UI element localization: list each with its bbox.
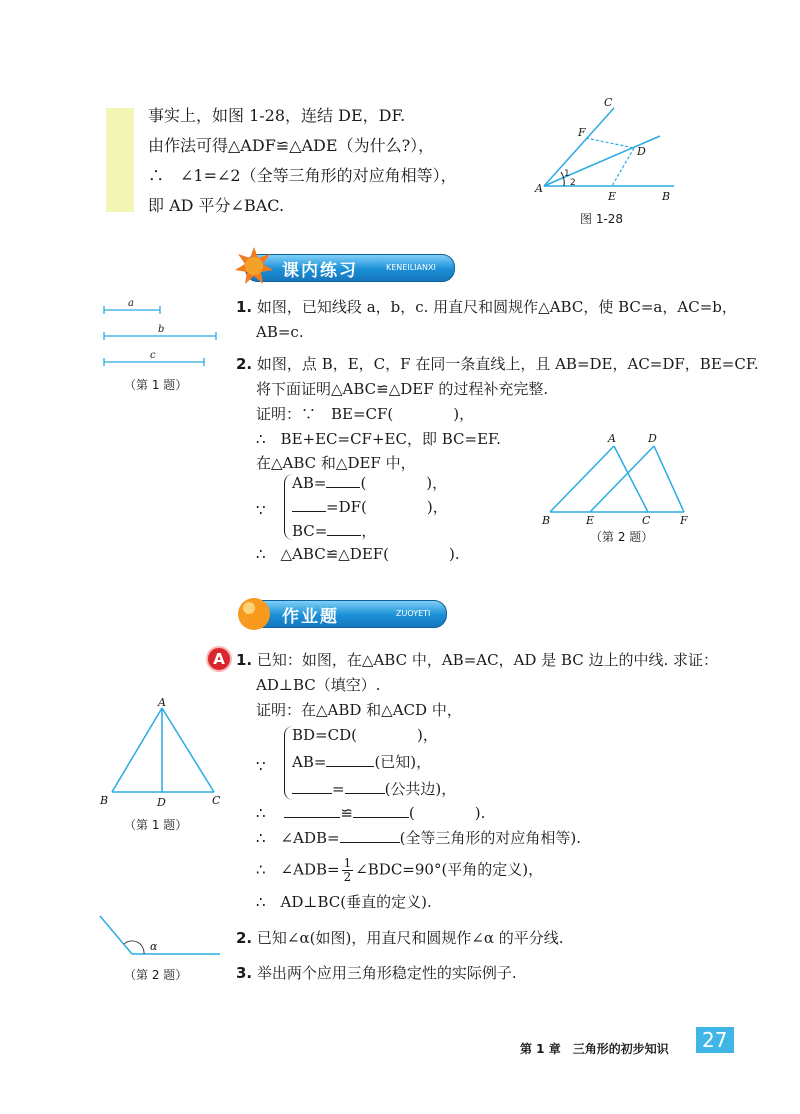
blank[interactable] [353, 803, 409, 818]
homework-q3-number: 3. [236, 964, 253, 982]
blank[interactable] [340, 828, 400, 843]
label-c: C [212, 794, 221, 807]
homework-q1-step-1-reason: ( ). [408, 804, 486, 822]
label-a: A [535, 182, 543, 195]
blank[interactable] [292, 779, 332, 794]
figure-1-28-caption: 图 1-28 [580, 212, 624, 226]
seg-fd [586, 138, 634, 148]
practice-figure-1-caption: （第 1 题） [124, 378, 188, 392]
intro-line-1: 事实上，如图 1-28，连结 DE，DF. [148, 106, 406, 125]
practice-q2-sys-2 [292, 496, 448, 518]
homework-q1-step-2-reason: (全等三角形的对应角相等). [399, 829, 582, 847]
side-ac [162, 708, 214, 792]
practice-title: 课内练习 [282, 261, 358, 281]
practice-banner [245, 254, 455, 282]
homework-q1-sys-2 [292, 751, 431, 773]
practice-q2-proof-3: 在△ABC 和△DEF 中， [256, 454, 416, 472]
homework-subtitle: ZUOYETI [396, 609, 431, 618]
homework-q1-step-3 [256, 857, 543, 884]
figure-1-28 [528, 94, 688, 206]
homework-figure-2 [98, 908, 224, 962]
practice-q2-sys-3-lhs: BC= [292, 522, 328, 540]
fraction-denominator: 2 [343, 870, 352, 884]
label-d: D [157, 796, 166, 809]
practice-q1-number: 1. [236, 298, 253, 316]
segment-a-label: a [128, 298, 134, 309]
practice-q2-sys-2-rhs: =DF( )， [326, 498, 448, 516]
practice-figure-1 [100, 296, 220, 366]
label-c: C [642, 514, 651, 527]
page-number: 27 [702, 1028, 728, 1052]
homework-q2-text: 已知∠α(如图)，用直尺和圆规作∠α 的平分线. [256, 929, 564, 947]
orange-ball-icon [236, 596, 272, 632]
homework-q1-text: 已知：如图，在△ABC 中，AB=AC，AD 是 BC 边上的中线. 求证： [256, 651, 719, 669]
label-f: F [680, 514, 688, 527]
homework-figure-2-caption: （第 2 题） [124, 968, 188, 982]
label-d: D [637, 145, 646, 158]
label-e: E [586, 514, 595, 527]
level-a-badge [206, 646, 232, 672]
label-c: C [604, 96, 613, 109]
segment-b-label: b [158, 324, 165, 335]
practice-q2-because: ∵ [256, 501, 266, 519]
side-ab [550, 446, 614, 512]
homework-banner [245, 600, 447, 628]
footer-chapter: 第 1 章 三角形的初步知识 [520, 1042, 669, 1056]
homework-q1-number: 1. [236, 651, 253, 669]
practice-q2-sys-1-lhs: AB= [292, 474, 327, 492]
homework-q1-sys-2-rhs: (已知)， [374, 753, 432, 771]
intro-line-2: 由作法可得△ADF≌△ADE（为什么?）， [148, 136, 435, 155]
label-b: B [662, 190, 671, 203]
therefore-symbol: ∴ [256, 804, 266, 822]
page-number-badge [696, 1027, 734, 1053]
homework-q1-proof-1: 证明：在△ABD 和△ACD 中， [256, 701, 462, 719]
side-df [654, 446, 684, 512]
blank[interactable] [292, 497, 326, 512]
segment-c-label: c [150, 350, 156, 361]
level-a-label: A [213, 650, 225, 668]
homework-q3 [236, 962, 517, 984]
homework-q1-sys-3 [292, 778, 456, 800]
blank[interactable] [284, 803, 340, 818]
homework-figure-1 [96, 696, 232, 812]
practice-q2-number: 2. [236, 355, 253, 373]
practice-q2-line-1 [236, 353, 759, 375]
homework-q1-step-3-rhs: ∠BDC=90°(平角的定义)， [355, 860, 544, 879]
practice-q1-line-2: AB=c. [256, 323, 304, 341]
practice-q1-text: 如图，已知线段 a，b，c. 用直尺和圆规作△ABC，使 BC=a，AC=b， [256, 298, 737, 316]
homework-q2-number: 2. [236, 929, 253, 947]
practice-q2-text: 如图，点 B，E，C，F 在同一条直线上，且 AB=DE，AC=DF，BE=CF. [256, 355, 759, 373]
practice-q2-sys-3 [292, 520, 376, 542]
side-ab [112, 708, 162, 792]
practice-subtitle: KENEILIANXI [386, 263, 436, 272]
label-e: E [608, 190, 617, 203]
practice-figure-2-caption: （第 2 题） [590, 530, 654, 544]
homework-q1-sys-3-rhs: (公共边)， [384, 780, 457, 798]
blank[interactable] [327, 521, 361, 536]
practice-q2-proof-2: ∴ BE+EC=CF+EC，即 BC=EF. [256, 430, 501, 448]
label-d: D [648, 432, 657, 445]
homework-q1-step-1 [256, 802, 485, 824]
homework-title: 作业题 [282, 607, 339, 627]
practice-q2-conclusion: ∴ △ABC≌△DEF( ). [256, 545, 460, 563]
homework-q1-step-3-lhs: ∴ ∠ADB= [256, 860, 340, 879]
homework-q2 [236, 927, 564, 949]
ray-ac [544, 108, 614, 186]
label-b: B [542, 514, 551, 527]
blank[interactable] [326, 752, 374, 767]
homework-q3-text: 举出两个应用三角形稳定性的实际例子. [256, 964, 517, 982]
homework-q1-step-2-lhs: ∴ ∠ADB= [256, 829, 340, 847]
practice-q2-line-2: 将下面证明△ABC≌△DEF 的过程补充完整. [256, 380, 549, 398]
homework-q1-line-1 [236, 649, 718, 671]
angle-ray-upper [100, 916, 132, 954]
label-b: B [100, 794, 109, 807]
fraction-half [342, 857, 354, 884]
homework-q1-line-2: AD⊥BC（填空）. [256, 676, 381, 694]
fraction-numerator: 1 [343, 856, 352, 870]
star-icon [234, 246, 274, 286]
homework-q1-sys-2-lhs: AB= [292, 753, 327, 771]
congruent-symbol: ≌ [340, 804, 353, 822]
homework-figure-1-caption: （第 1 题） [124, 818, 188, 832]
label-a: A [158, 696, 166, 709]
label-angle-2: 2 [570, 178, 576, 188]
homework-q1-sys-1: BD=CD( )， [292, 726, 438, 744]
practice-q2-sys-3-rhs: ， [361, 522, 377, 540]
blank[interactable] [345, 779, 385, 794]
practice-q2-sys-1-rhs: ( )， [360, 474, 448, 492]
practice-figure-2 [538, 432, 698, 528]
label-f: F [578, 126, 586, 139]
side-de [590, 446, 654, 512]
ray-ad [544, 136, 660, 186]
side-ac [614, 446, 648, 512]
homework-q1-because: ∵ [256, 757, 266, 775]
homework-q1-sys-3-eq: = [332, 780, 345, 798]
seg-de [612, 148, 634, 186]
intro-line-4: 即 AD 平分∠BAC. [148, 196, 285, 215]
alpha-label: α [150, 940, 158, 953]
homework-q1-step-4: ∴ AD⊥BC(垂直的定义). [256, 893, 432, 911]
practice-q2-sys-1 [292, 472, 447, 494]
intro-line-3: ∴ ∠1=∠2（全等三角形的对应角相等）， [148, 166, 457, 185]
blank[interactable] [326, 473, 360, 488]
highlight-bar [106, 108, 134, 212]
label-a: A [608, 432, 616, 445]
label-angle-1: 1 [564, 169, 570, 179]
homework-q1-step-2 [256, 827, 581, 849]
practice-q1-line-1 [236, 296, 737, 318]
practice-q2-proof-1: 证明：∵ BE=CF( )， [256, 405, 475, 423]
